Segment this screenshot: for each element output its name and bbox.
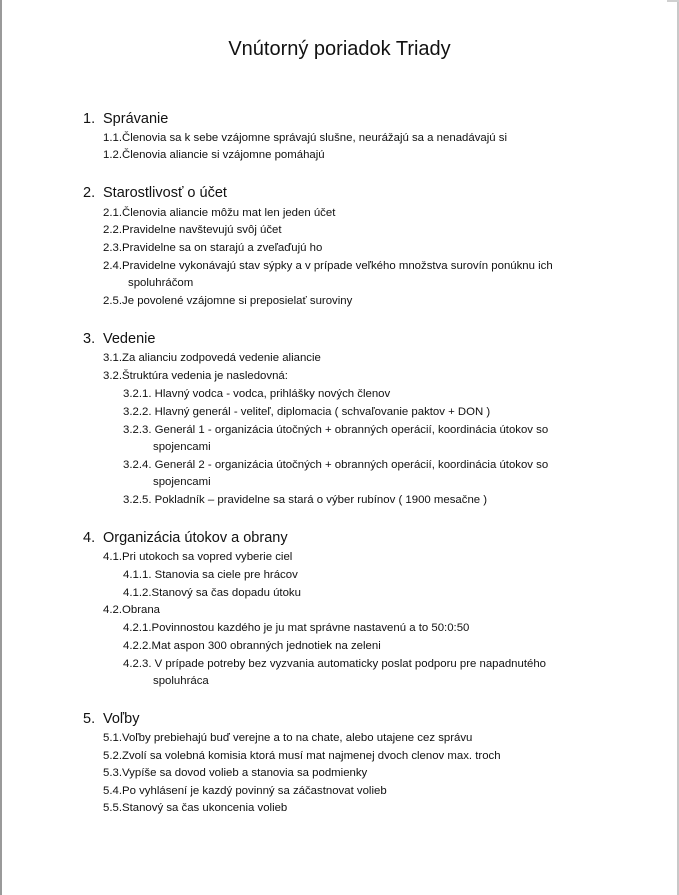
page-corner [667,0,679,2]
sub-list-item: 4.2.2.Mat aspon 300 obranných jednotiek na zeleni [123,640,381,652]
list-item: 1.2.Členovia aliancie si vzájomne pomáhajú [103,149,325,161]
sub-list-item: 4.2.3. V prípade potreby bez vyzvania automaticky poslat podporu pre napadnutého [123,658,547,670]
list-item: 2.5.Je povolené vzájomne si preposielať suroviny [103,295,353,307]
section-heading-3: 3. Vedenie [83,331,156,347]
list-item-continuation: spoluhráčom [128,277,194,289]
section-heading-2: 2. Starostlivosť o účet [83,185,227,201]
sub-list-item-continuation: spoluhráca [153,675,209,687]
list-item: 3.1.Za alianciu zodpovedá vedenie aliancie [103,352,321,364]
list-item: 4.2.Obrana [103,604,160,616]
list-item: 5.4.Po vyhlásení je kazdý povinný sa záčastnovat volieb [103,785,387,797]
sub-list-item-continuation: spojencami [153,441,211,453]
page-left-edge [0,0,2,895]
sub-list-item: 3.2.2. Hlavný generál - veliteľ, diplomacia ( schvaľovanie paktov + DON ) [123,406,491,418]
sub-list-item: 3.2.3. Generál 1 - organizácia útočných + obranných operácií, koordinácia útokov so [123,424,549,436]
list-item: 5.3.Vypíše sa dovod volieb a stanovia sa podmienky [103,767,368,779]
sub-list-item: 3.2.1. Hlavný vodca - vodca, prihlášky nových členov [123,388,391,400]
section-heading-1: 1. Správanie [83,111,169,127]
document-title: Vnútorný poriadok Triady [228,38,451,61]
list-item: 1.1.Členovia sa k sebe vzájomne správajú slušne, neurážajú sa a nenadávajú si [103,132,507,144]
list-item: 4.1.Pri utokoch sa vopred vyberie ciel [103,551,293,563]
sub-list-item: 3.2.4. Generál 2 - organizácia útočných + obranných operácií, koordinácia útokov so [123,459,549,471]
list-item: 5.5.Stanový sa čas ukoncenia volieb [103,802,288,814]
list-item: 2.2.Pravidelne navštevujú svôj účet [103,224,282,236]
sub-list-item: 4.1.2.Stanový sa čas dopadu útoku [123,587,301,599]
list-item: 3.2.Štruktúra vedenia je nasledovná: [103,370,288,382]
list-item: 5.2.Zvolí sa volebná komisia ktorá musí mat najmenej dvoch clenov max. troch [103,750,501,762]
section-heading-5: 5. Voľby [83,711,140,727]
sub-list-item: 4.2.1.Povinnostou kazdého je ju mat správne nastavenú a to 50:0:50 [123,622,470,634]
sub-list-item: 4.1.1. Stanovia sa ciele pre hrácov [123,569,298,581]
list-item: 2.1.Členovia aliancie môžu mat len jeden účet [103,207,336,219]
section-heading-4: 4. Organizácia útokov a obrany [83,530,288,546]
list-item: 5.1.Voľby prebiehajú buď verejne a to na chate, alebo utajene cez správu [103,732,473,744]
sub-list-item: 3.2.5. Pokladník – pravidelne sa stará o výber rubínov ( 1900 mesačne ) [123,494,488,506]
list-item: 2.4.Pravidelne vykonávajú stav sýpky a v prípade veľkého množstva surovín ponúknu ich [103,260,553,272]
list-item: 2.3.Pravidelne sa on starajú a zveľaďujú ho [103,242,323,254]
sub-list-item-continuation: spojencami [153,476,211,488]
